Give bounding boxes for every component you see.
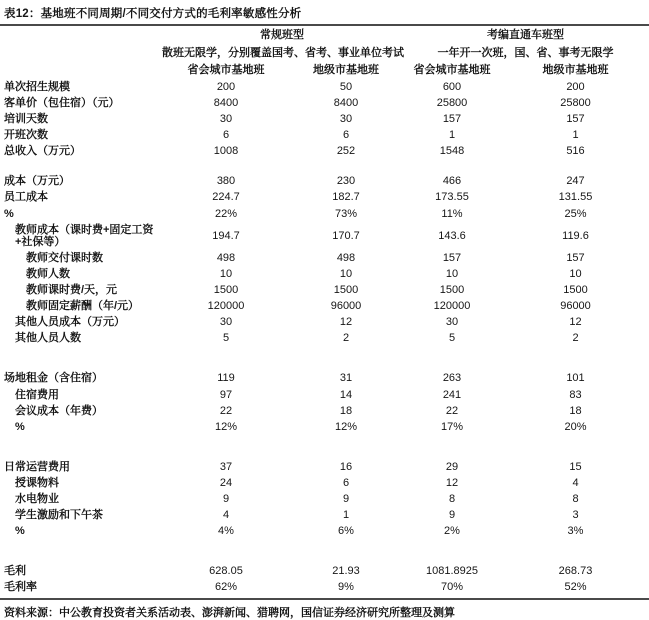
- table-row: [0, 419, 649, 435]
- cell-value: 230: [336, 175, 356, 188]
- table-row: [0, 79, 649, 95]
- table-row: [0, 127, 649, 143]
- row-label: 培训天数: [4, 113, 48, 126]
- header-group-regular: 常规班型: [260, 29, 304, 41]
- header-desc-regular: 散班无限学，分别覆盖国考、省考、事业单位考试: [162, 46, 404, 59]
- cell-value: 120000: [207, 300, 245, 313]
- row-label: 教师固定薪酬（年/元）: [26, 300, 140, 313]
- row-label: 住宿费用: [15, 388, 59, 401]
- cell-value: 6: [222, 129, 230, 142]
- row-label: 客单价（包住宿）（元）: [4, 97, 120, 110]
- cell-value: 200: [216, 80, 236, 93]
- cell-value: 9: [222, 492, 230, 505]
- cell-value: 498: [216, 251, 236, 264]
- table-header: [0, 26, 649, 79]
- table-row: [0, 507, 649, 523]
- cell-value: 17%: [440, 420, 464, 433]
- cell-value: 143.6: [438, 229, 466, 242]
- cell-value: 97: [219, 388, 233, 401]
- spacer-cell: [0, 435, 649, 459]
- cell-value: 101: [566, 372, 585, 385]
- cell-value: 263: [442, 372, 462, 385]
- cell-value: 5: [222, 332, 230, 345]
- cell-value: 194.7: [212, 229, 240, 242]
- cell-value: 52%: [564, 581, 587, 594]
- table-title: 表12：基地班不同周期/不同交付方式的毛利率敏感性分析: [0, 0, 649, 26]
- cell-value: 96000: [560, 300, 591, 313]
- row-label: 日常运营费用: [4, 460, 70, 473]
- cell-value: 157: [442, 251, 462, 264]
- cell-value: 37: [219, 460, 233, 473]
- table-row: [0, 459, 649, 475]
- cell-value: 8: [448, 492, 456, 505]
- table-row: [0, 266, 649, 282]
- row-label: 水电物业: [15, 492, 59, 505]
- row-label: 开班次数: [4, 129, 48, 142]
- header-empty-cell: [0, 44, 162, 62]
- table-row: [0, 282, 649, 298]
- spacer-row: [0, 159, 649, 173]
- cell-value: 10: [445, 267, 459, 280]
- cell-value: 1: [342, 509, 350, 522]
- cell-value: 3: [572, 509, 579, 522]
- cell-value: 9%: [338, 581, 354, 594]
- cell-value: 1500: [439, 284, 465, 297]
- row-label: 授课物料: [15, 476, 59, 489]
- row-label: 会议成本（年费）: [15, 404, 103, 417]
- sensitivity-table: [0, 26, 649, 595]
- cell-value: 1500: [213, 284, 239, 297]
- spacer-cell: [0, 346, 649, 370]
- cell-value: 252: [336, 145, 356, 158]
- cell-value: 30: [339, 113, 353, 126]
- cell-value: 6: [342, 476, 350, 489]
- cell-value: 119.6: [562, 229, 589, 242]
- row-label: 员工成本: [4, 191, 48, 204]
- header-column-row: [0, 61, 649, 79]
- spacer-cell: [0, 539, 649, 563]
- table-row: [0, 403, 649, 419]
- row-label: %: [4, 207, 14, 220]
- cell-value: 131.55: [558, 191, 593, 204]
- cell-value: 157: [442, 113, 462, 126]
- table-row: [0, 111, 649, 127]
- cell-value: 120000: [433, 300, 471, 313]
- cell-value: 5: [448, 332, 456, 345]
- cell-value: 9: [342, 492, 350, 505]
- row-label: 教师成本（课时费+固定工资+社保等）: [15, 223, 154, 248]
- spacer-cell: [0, 159, 649, 173]
- cell-value: 9: [448, 509, 456, 522]
- cell-value: 22: [219, 404, 233, 417]
- cell-value: 29: [445, 460, 459, 473]
- cell-value: 466: [442, 175, 462, 188]
- cell-value: 62%: [214, 581, 238, 594]
- cell-value: 1500: [563, 284, 588, 297]
- row-label: 成本（万元）: [4, 175, 70, 188]
- header-desc-row: [0, 44, 649, 62]
- cell-value: 10: [569, 267, 582, 280]
- cell-value: 12: [445, 476, 459, 489]
- cell-value: 157: [566, 113, 585, 126]
- cell-value: 18: [339, 404, 353, 417]
- cell-value: 25%: [564, 207, 587, 220]
- cell-value: 22%: [214, 207, 238, 220]
- table-row: [0, 173, 649, 189]
- cell-value: 1548: [439, 145, 465, 158]
- table-row: [0, 298, 649, 314]
- row-label: %: [15, 525, 25, 538]
- table-row: [0, 143, 649, 159]
- cell-value: 1008: [213, 145, 239, 158]
- cell-value: 224.7: [212, 191, 240, 204]
- cell-value: 16: [339, 460, 353, 473]
- cell-value: 4: [222, 509, 230, 522]
- column-header-prefecture-city-2: 地级市基地班: [542, 64, 609, 77]
- column-header-prefecture-city-1: 地级市基地班: [313, 64, 379, 77]
- cell-value: 25800: [560, 97, 591, 110]
- header-empty-cell: [0, 61, 162, 79]
- table-row: [0, 563, 649, 579]
- row-label: 教师交付课时数: [26, 251, 103, 264]
- cell-value: 241: [442, 388, 462, 401]
- table-row: [0, 523, 649, 539]
- row-label: 总收入（万元）: [4, 145, 81, 158]
- spacer-row: [0, 435, 649, 459]
- cell-value: 70%: [440, 581, 464, 594]
- cell-value: 30: [445, 316, 459, 329]
- cell-value: 20%: [564, 420, 587, 433]
- table-row: [0, 222, 649, 250]
- row-label: 其他人员成本（万元）: [15, 316, 125, 329]
- row-label: 学生激励和下午茶: [15, 509, 103, 522]
- cell-value: 119: [217, 372, 235, 385]
- cell-value: 22: [445, 404, 459, 417]
- header-group-direct: 考编直通车班型: [487, 29, 564, 41]
- table-row: [0, 189, 649, 205]
- cell-value: 11%: [441, 207, 463, 220]
- cell-value: 600: [442, 80, 462, 93]
- cell-value: 1500: [333, 284, 359, 297]
- row-label: 教师课时费/天，元: [26, 284, 118, 297]
- cell-value: 18: [569, 404, 582, 417]
- cell-value: 15: [569, 460, 582, 473]
- cell-value: 30: [219, 316, 233, 329]
- cell-value: 50: [339, 80, 353, 93]
- cell-value: 6%: [338, 525, 354, 538]
- row-label: 毛利率: [4, 581, 37, 594]
- cell-value: 12: [569, 316, 582, 329]
- table-body: [0, 79, 649, 596]
- cell-value: 628.05: [209, 565, 243, 578]
- table-row: [0, 387, 649, 403]
- header-group-row: [0, 26, 649, 44]
- row-label: %: [15, 420, 25, 433]
- cell-value: 3%: [567, 525, 584, 538]
- cell-value: 268.73: [558, 565, 593, 578]
- row-label: 场地租金（含住宿）: [4, 372, 103, 385]
- header-desc-direct: 一年开一次班，国、省、事考无限学: [437, 46, 614, 59]
- table-row: [0, 579, 649, 595]
- cell-value: 10: [339, 267, 353, 280]
- cell-value: 31: [339, 372, 353, 385]
- cell-value: 498: [336, 251, 356, 264]
- cell-value: 24: [219, 476, 233, 489]
- table-row: [0, 206, 649, 222]
- row-label: 其他人员人数: [15, 332, 81, 345]
- cell-value: 25800: [436, 97, 468, 110]
- cell-value: 73%: [334, 207, 358, 220]
- row-label: 毛利: [4, 565, 26, 578]
- cell-value: 2: [572, 332, 579, 345]
- cell-value: 2: [342, 332, 350, 345]
- table-row: [0, 250, 649, 266]
- cell-value: 182.7: [332, 191, 360, 204]
- cell-value: 1: [572, 129, 579, 142]
- cell-value: 4%: [218, 525, 234, 538]
- table-row: [0, 491, 649, 507]
- column-header-capital-city-2: 省会城市基地班: [413, 64, 491, 77]
- cell-value: 6: [342, 129, 350, 142]
- cell-value: 12%: [214, 420, 238, 433]
- table-row: [0, 330, 649, 346]
- cell-value: 8400: [213, 97, 239, 110]
- cell-value: 21.93: [332, 565, 360, 578]
- cell-value: 30: [219, 113, 233, 126]
- table-row: [0, 370, 649, 386]
- table-row: [0, 475, 649, 491]
- header-empty-cell: [0, 26, 162, 44]
- cell-value: 170.7: [332, 229, 360, 242]
- cell-value: 157: [566, 251, 585, 264]
- cell-value: 12%: [334, 420, 358, 433]
- spacer-row: [0, 539, 649, 563]
- cell-value: 12: [339, 316, 353, 329]
- cell-value: 380: [216, 175, 236, 188]
- cell-value: 8400: [333, 97, 359, 110]
- column-header-capital-city-1: 省会城市基地班: [187, 64, 265, 77]
- table-row: [0, 314, 649, 330]
- cell-value: 200: [566, 80, 585, 93]
- spacer-row: [0, 346, 649, 370]
- row-label: 单次招生规模: [4, 80, 70, 93]
- cell-value: 4: [572, 476, 579, 489]
- source-note: 资料来源：中公教育投资者关系活动表、澎湃新闻、猎聘网，国信证券经济研究所整理及测算: [0, 598, 649, 620]
- table-row: [0, 95, 649, 111]
- cell-value: 96000: [330, 300, 362, 313]
- cell-value: 1: [448, 129, 456, 142]
- cell-value: 83: [569, 388, 582, 401]
- cell-value: 247: [566, 175, 585, 188]
- cell-value: 14: [339, 388, 353, 401]
- cell-value: 2%: [444, 525, 460, 538]
- cell-value: 10: [219, 267, 233, 280]
- row-label: 教师人数: [26, 267, 70, 280]
- cell-value: 8: [572, 492, 579, 505]
- cell-value: 173.55: [435, 191, 469, 204]
- cell-value: 1081.8925: [426, 565, 478, 578]
- cell-value: 516: [566, 145, 585, 158]
